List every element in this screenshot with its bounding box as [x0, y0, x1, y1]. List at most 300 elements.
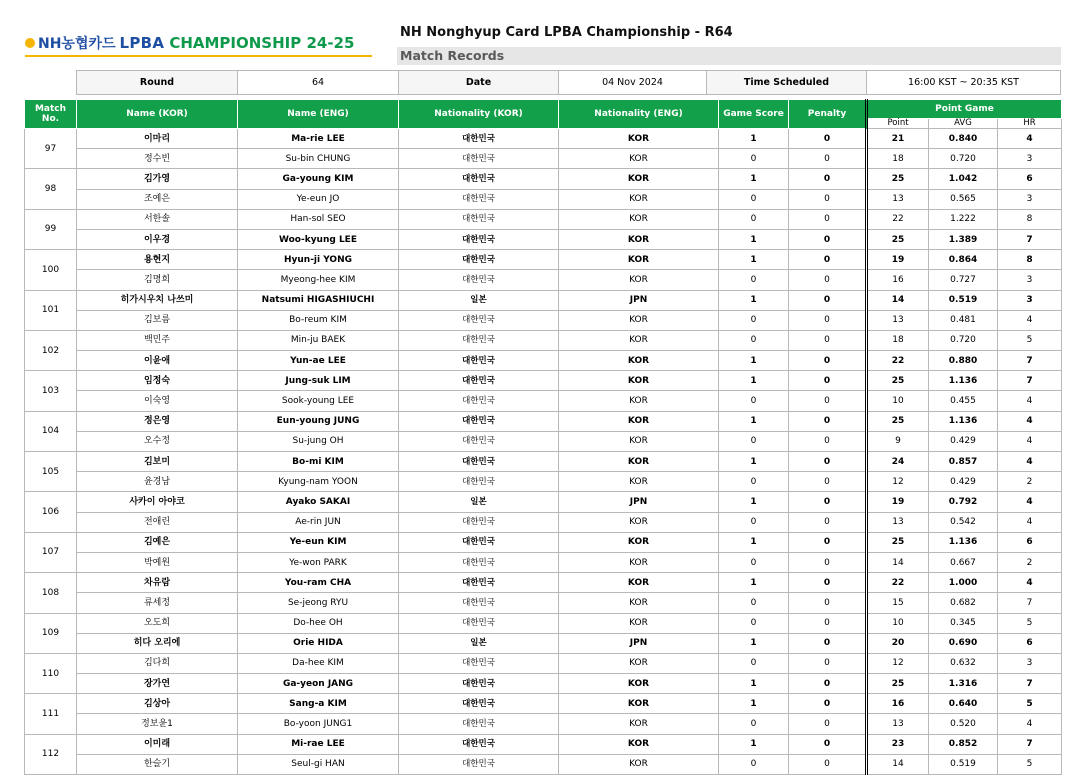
avg: 0.542 — [929, 512, 998, 532]
player-name-eng: Bo-reum KIM — [238, 310, 399, 330]
player-row — [25, 552, 1062, 572]
point: 21 — [867, 129, 929, 149]
avg: 0.864 — [929, 250, 998, 270]
penalty: 0 — [789, 330, 867, 350]
nationality-eng: KOR — [559, 653, 719, 673]
point: 18 — [867, 330, 929, 350]
player-name-eng: Bo-yoon JUNG1 — [238, 714, 399, 734]
avg: 0.792 — [929, 492, 998, 512]
player-name-kor: 장가연 — [77, 674, 238, 694]
point: 22 — [867, 351, 929, 371]
nationality-kor: 일본 — [399, 633, 559, 653]
penalty: 0 — [789, 149, 867, 169]
round-label: Round — [77, 71, 238, 95]
player-name-kor: 김보미 — [77, 452, 238, 472]
nationality-kor: 대한민국 — [399, 714, 559, 734]
match-number: 101 — [25, 290, 77, 330]
player-name-eng: Do-hee OH — [238, 613, 399, 633]
game-score: 0 — [719, 552, 789, 572]
match-rows — [25, 129, 1062, 775]
penalty: 0 — [789, 754, 867, 774]
hr: 4 — [998, 310, 1062, 330]
game-score: 0 — [719, 593, 789, 613]
avg: 0.682 — [929, 593, 998, 613]
match-number: 99 — [25, 209, 77, 249]
nationality-kor: 대한민국 — [399, 229, 559, 249]
player-row — [25, 714, 1062, 734]
match-number: 107 — [25, 532, 77, 572]
hr: 4 — [998, 573, 1062, 593]
player-row — [25, 573, 1062, 593]
nationality-kor: 대한민국 — [399, 452, 559, 472]
nationality-kor: 대한민국 — [399, 512, 559, 532]
nationality-kor: 대한민국 — [399, 734, 559, 754]
nationality-kor: 대한민국 — [399, 189, 559, 209]
point: 10 — [867, 613, 929, 633]
avg: 1.389 — [929, 229, 998, 249]
nationality-kor: 대한민국 — [399, 310, 559, 330]
header-penalty: Penalty — [789, 100, 867, 129]
game-score: 0 — [719, 189, 789, 209]
championship-logo — [25, 31, 375, 55]
nationality-kor: 대한민국 — [399, 593, 559, 613]
player-name-eng: Kyung-nam YOON — [238, 472, 399, 492]
avg: 1.136 — [929, 371, 998, 391]
player-row — [25, 371, 1062, 391]
avg: 1.000 — [929, 573, 998, 593]
match-number: 98 — [25, 169, 77, 209]
game-score: 1 — [719, 290, 789, 310]
penalty: 0 — [789, 391, 867, 411]
page-subtitle: Match Records — [397, 47, 1061, 65]
player-name-kor: 정은영 — [77, 411, 238, 431]
hr: 7 — [998, 229, 1062, 249]
player-name-kor: 조예은 — [77, 189, 238, 209]
player-name-kor: 임정숙 — [77, 371, 238, 391]
hr: 7 — [998, 351, 1062, 371]
avg: 1.136 — [929, 532, 998, 552]
point: 18 — [867, 149, 929, 169]
player-name-eng: Min-ju BAEK — [238, 330, 399, 350]
logo-underline — [25, 55, 372, 57]
match-number: 110 — [25, 653, 77, 693]
nationality-eng: KOR — [559, 674, 719, 694]
date-label: Date — [399, 71, 559, 95]
penalty: 0 — [789, 573, 867, 593]
nationality-eng: KOR — [559, 351, 719, 371]
avg: 0.840 — [929, 129, 998, 149]
penalty: 0 — [789, 714, 867, 734]
player-name-kor: 김명희 — [77, 270, 238, 290]
player-row — [25, 189, 1062, 209]
hr: 7 — [998, 674, 1062, 694]
game-score: 1 — [719, 169, 789, 189]
player-row — [25, 653, 1062, 673]
player-name-eng: Ga-young KIM — [238, 169, 399, 189]
match-number: 100 — [25, 250, 77, 290]
player-name-kor: 김예은 — [77, 532, 238, 552]
player-name-kor: 이우경 — [77, 229, 238, 249]
match-number: 104 — [25, 411, 77, 451]
player-row — [25, 149, 1062, 169]
avg: 0.852 — [929, 734, 998, 754]
penalty: 0 — [789, 169, 867, 189]
nationality-kor: 대한민국 — [399, 532, 559, 552]
game-score: 0 — [719, 714, 789, 734]
match-number: 97 — [25, 129, 77, 169]
nationality-kor: 대한민국 — [399, 411, 559, 431]
player-row — [25, 209, 1062, 229]
nationality-eng: KOR — [559, 229, 719, 249]
penalty: 0 — [789, 371, 867, 391]
round-value: 64 — [238, 71, 399, 95]
game-score: 0 — [719, 209, 789, 229]
penalty: 0 — [789, 411, 867, 431]
penalty: 0 — [789, 290, 867, 310]
player-name-kor: 전애린 — [77, 512, 238, 532]
player-name-kor: 서한솔 — [77, 209, 238, 229]
penalty: 0 — [789, 351, 867, 371]
player-name-kor: 윤경남 — [77, 472, 238, 492]
player-name-eng: Natsumi HIGASHIUCHI — [238, 290, 399, 310]
player-name-kor: 히가시우치 나쓰미 — [77, 290, 238, 310]
hr: 4 — [998, 411, 1062, 431]
hr: 5 — [998, 330, 1062, 350]
nationality-eng: KOR — [559, 310, 719, 330]
round-info-table — [76, 70, 1061, 95]
nationality-kor: 대한민국 — [399, 250, 559, 270]
player-name-eng: Mi-rae LEE — [238, 734, 399, 754]
avg: 0.429 — [929, 472, 998, 492]
nationality-eng: KOR — [559, 330, 719, 350]
nationality-kor: 대한민국 — [399, 754, 559, 774]
player-name-kor: 이미래 — [77, 734, 238, 754]
hr: 6 — [998, 169, 1062, 189]
player-row — [25, 290, 1062, 310]
page-title: NH Nonghyup Card LPBA Championship - R64 — [400, 25, 733, 40]
nh-logo-text: NH농협카드 — [38, 36, 116, 52]
nationality-eng: KOR — [559, 714, 719, 734]
player-row — [25, 310, 1062, 330]
nationality-eng: KOR — [559, 452, 719, 472]
penalty: 0 — [789, 209, 867, 229]
player-row — [25, 532, 1062, 552]
game-score: 1 — [719, 452, 789, 472]
avg: 0.429 — [929, 431, 998, 451]
player-row — [25, 270, 1062, 290]
match-number: 109 — [25, 613, 77, 653]
nationality-eng: KOR — [559, 250, 719, 270]
hr: 4 — [998, 714, 1062, 734]
match-records-table — [24, 99, 1062, 775]
player-name-kor: 오수정 — [77, 431, 238, 451]
nationality-kor: 대한민국 — [399, 209, 559, 229]
nationality-eng: KOR — [559, 754, 719, 774]
hr: 8 — [998, 250, 1062, 270]
penalty: 0 — [789, 694, 867, 714]
match-number: 111 — [25, 694, 77, 734]
nationality-eng: KOR — [559, 169, 719, 189]
player-row — [25, 411, 1062, 431]
nationality-eng: JPN — [559, 633, 719, 653]
point: 20 — [867, 633, 929, 653]
point: 13 — [867, 189, 929, 209]
point: 16 — [867, 694, 929, 714]
penalty: 0 — [789, 129, 867, 149]
point: 25 — [867, 674, 929, 694]
player-name-eng: Su-jung OH — [238, 431, 399, 451]
player-row — [25, 593, 1062, 613]
game-score: 0 — [719, 431, 789, 451]
hr: 6 — [998, 532, 1062, 552]
nationality-eng: KOR — [559, 209, 719, 229]
nationality-kor: 대한민국 — [399, 149, 559, 169]
penalty: 0 — [789, 593, 867, 613]
hr: 3 — [998, 189, 1062, 209]
player-name-eng: Ayako SAKAI — [238, 492, 399, 512]
point: 22 — [867, 573, 929, 593]
game-score: 1 — [719, 674, 789, 694]
player-row — [25, 351, 1062, 371]
penalty: 0 — [789, 270, 867, 290]
nationality-eng: KOR — [559, 371, 719, 391]
penalty: 0 — [789, 613, 867, 633]
game-score: 1 — [719, 734, 789, 754]
nationality-kor: 대한민국 — [399, 694, 559, 714]
point: 25 — [867, 169, 929, 189]
point: 14 — [867, 290, 929, 310]
avg: 0.345 — [929, 613, 998, 633]
nationality-eng: KOR — [559, 391, 719, 411]
time-label: Time Scheduled — [707, 71, 867, 95]
hr: 7 — [998, 593, 1062, 613]
avg: 0.520 — [929, 714, 998, 734]
player-name-eng: Ye-eun KIM — [238, 532, 399, 552]
nationality-kor: 대한민국 — [399, 169, 559, 189]
hr: 2 — [998, 472, 1062, 492]
nationality-kor: 대한민국 — [399, 573, 559, 593]
penalty: 0 — [789, 532, 867, 552]
game-score: 0 — [719, 310, 789, 330]
game-score: 1 — [719, 129, 789, 149]
avg: 0.667 — [929, 552, 998, 572]
nationality-eng: KOR — [559, 613, 719, 633]
point: 10 — [867, 391, 929, 411]
nationality-eng: KOR — [559, 472, 719, 492]
player-name-kor: 이마리 — [77, 129, 238, 149]
player-name-kor: 백민주 — [77, 330, 238, 350]
game-score: 1 — [719, 532, 789, 552]
point: 14 — [867, 552, 929, 572]
header-match-no: Match No. — [25, 100, 77, 129]
nationality-kor: 대한민국 — [399, 391, 559, 411]
player-row — [25, 169, 1062, 189]
player-row — [25, 129, 1062, 149]
nationality-eng: KOR — [559, 694, 719, 714]
player-name-kor: 사카이 아야코 — [77, 492, 238, 512]
player-name-eng: Seul-gi HAN — [238, 754, 399, 774]
nationality-eng: KOR — [559, 512, 719, 532]
player-row — [25, 472, 1062, 492]
point: 25 — [867, 371, 929, 391]
game-score: 0 — [719, 512, 789, 532]
nationality-kor: 대한민국 — [399, 270, 559, 290]
player-name-eng: Woo-kyung LEE — [238, 229, 399, 249]
nationality-eng: KOR — [559, 552, 719, 572]
player-name-eng: Orie HIDA — [238, 633, 399, 653]
match-number: 105 — [25, 452, 77, 492]
game-score: 1 — [719, 411, 789, 431]
player-row — [25, 613, 1062, 633]
lpba-logo-text: LPBA — [119, 34, 165, 52]
player-name-kor: 김가영 — [77, 169, 238, 189]
point: 25 — [867, 411, 929, 431]
player-row — [25, 250, 1062, 270]
nationality-kor: 대한민국 — [399, 351, 559, 371]
penalty: 0 — [789, 633, 867, 653]
penalty: 0 — [789, 472, 867, 492]
player-row — [25, 754, 1062, 774]
player-name-eng: Eun-young JUNG — [238, 411, 399, 431]
header-game-score: Game Score — [719, 100, 789, 129]
match-number: 112 — [25, 734, 77, 774]
nationality-kor: 대한민국 — [399, 129, 559, 149]
game-score: 1 — [719, 633, 789, 653]
point: 23 — [867, 734, 929, 754]
player-row — [25, 452, 1062, 472]
match-number: 106 — [25, 492, 77, 532]
point: 22 — [867, 209, 929, 229]
nationality-kor: 일본 — [399, 492, 559, 512]
player-name-kor: 박예원 — [77, 552, 238, 572]
avg: 0.455 — [929, 391, 998, 411]
hr: 2 — [998, 552, 1062, 572]
penalty: 0 — [789, 552, 867, 572]
game-score: 0 — [719, 653, 789, 673]
player-name-kor: 김다희 — [77, 653, 238, 673]
player-name-kor: 김상아 — [77, 694, 238, 714]
nh-logo-icon — [25, 38, 35, 48]
game-score: 1 — [719, 492, 789, 512]
hr: 4 — [998, 492, 1062, 512]
hr: 3 — [998, 149, 1062, 169]
game-score: 1 — [719, 229, 789, 249]
nationality-eng: KOR — [559, 593, 719, 613]
championship-logo-text: CHAMPIONSHIP 24-25 — [169, 34, 355, 52]
hr: 5 — [998, 613, 1062, 633]
player-name-kor: 용현지 — [77, 250, 238, 270]
point: 15 — [867, 593, 929, 613]
penalty: 0 — [789, 452, 867, 472]
game-score: 0 — [719, 754, 789, 774]
nationality-eng: KOR — [559, 573, 719, 593]
avg: 0.727 — [929, 270, 998, 290]
nationality-eng: KOR — [559, 734, 719, 754]
player-name-kor: 정수빈 — [77, 149, 238, 169]
game-score: 0 — [719, 391, 789, 411]
game-score: 0 — [719, 270, 789, 290]
nationality-eng: KOR — [559, 149, 719, 169]
player-name-kor: 오도희 — [77, 613, 238, 633]
player-name-kor: 정보윤1 — [77, 714, 238, 734]
date-value: 04 Nov 2024 — [559, 71, 707, 95]
player-name-kor: 김보름 — [77, 310, 238, 330]
avg: 1.136 — [929, 411, 998, 431]
player-name-eng: Sang-a KIM — [238, 694, 399, 714]
hr: 3 — [998, 270, 1062, 290]
game-score: 1 — [719, 573, 789, 593]
player-name-eng: Ye-eun JO — [238, 189, 399, 209]
nationality-kor: 대한민국 — [399, 330, 559, 350]
point: 12 — [867, 472, 929, 492]
player-name-eng: Sook-young LEE — [238, 391, 399, 411]
header-nationality-kor: Nationality (KOR) — [399, 100, 559, 129]
avg: 0.720 — [929, 330, 998, 350]
header-avg: AVG — [929, 118, 998, 128]
point: 12 — [867, 653, 929, 673]
player-name-eng: Jung-suk LIM — [238, 371, 399, 391]
nationality-eng: KOR — [559, 532, 719, 552]
hr: 4 — [998, 391, 1062, 411]
penalty: 0 — [789, 674, 867, 694]
nationality-kor: 대한민국 — [399, 653, 559, 673]
player-row — [25, 734, 1062, 754]
player-name-eng: Yun-ae LEE — [238, 351, 399, 371]
nationality-eng: KOR — [559, 189, 719, 209]
nh-logo — [25, 33, 116, 53]
avg: 0.857 — [929, 452, 998, 472]
game-score: 1 — [719, 694, 789, 714]
point: 25 — [867, 532, 929, 552]
avg: 0.565 — [929, 189, 998, 209]
player-row — [25, 391, 1062, 411]
avg: 1.042 — [929, 169, 998, 189]
penalty: 0 — [789, 250, 867, 270]
point: 16 — [867, 270, 929, 290]
player-name-kor: 히다 오리에 — [77, 633, 238, 653]
point: 9 — [867, 431, 929, 451]
nationality-eng: KOR — [559, 431, 719, 451]
player-name-eng: Su-bin CHUNG — [238, 149, 399, 169]
hr: 4 — [998, 512, 1062, 532]
hr: 4 — [998, 452, 1062, 472]
avg: 0.519 — [929, 754, 998, 774]
point: 24 — [867, 452, 929, 472]
nationality-kor: 대한민국 — [399, 472, 559, 492]
point: 13 — [867, 714, 929, 734]
avg: 0.640 — [929, 694, 998, 714]
player-row — [25, 229, 1062, 249]
game-score: 0 — [719, 613, 789, 633]
hr: 3 — [998, 290, 1062, 310]
player-row — [25, 674, 1062, 694]
player-row — [25, 330, 1062, 350]
player-name-eng: Ye-won PARK — [238, 552, 399, 572]
point: 19 — [867, 250, 929, 270]
penalty: 0 — [789, 734, 867, 754]
nationality-kor: 대한민국 — [399, 613, 559, 633]
player-name-kor: 이윤애 — [77, 351, 238, 371]
avg: 1.316 — [929, 674, 998, 694]
hr: 6 — [998, 633, 1062, 653]
nationality-eng: JPN — [559, 492, 719, 512]
avg: 0.690 — [929, 633, 998, 653]
player-name-eng: Hyun-ji YONG — [238, 250, 399, 270]
game-score: 1 — [719, 250, 789, 270]
game-score: 0 — [719, 472, 789, 492]
player-name-eng: Ma-rie LEE — [238, 129, 399, 149]
match-number: 103 — [25, 371, 77, 411]
